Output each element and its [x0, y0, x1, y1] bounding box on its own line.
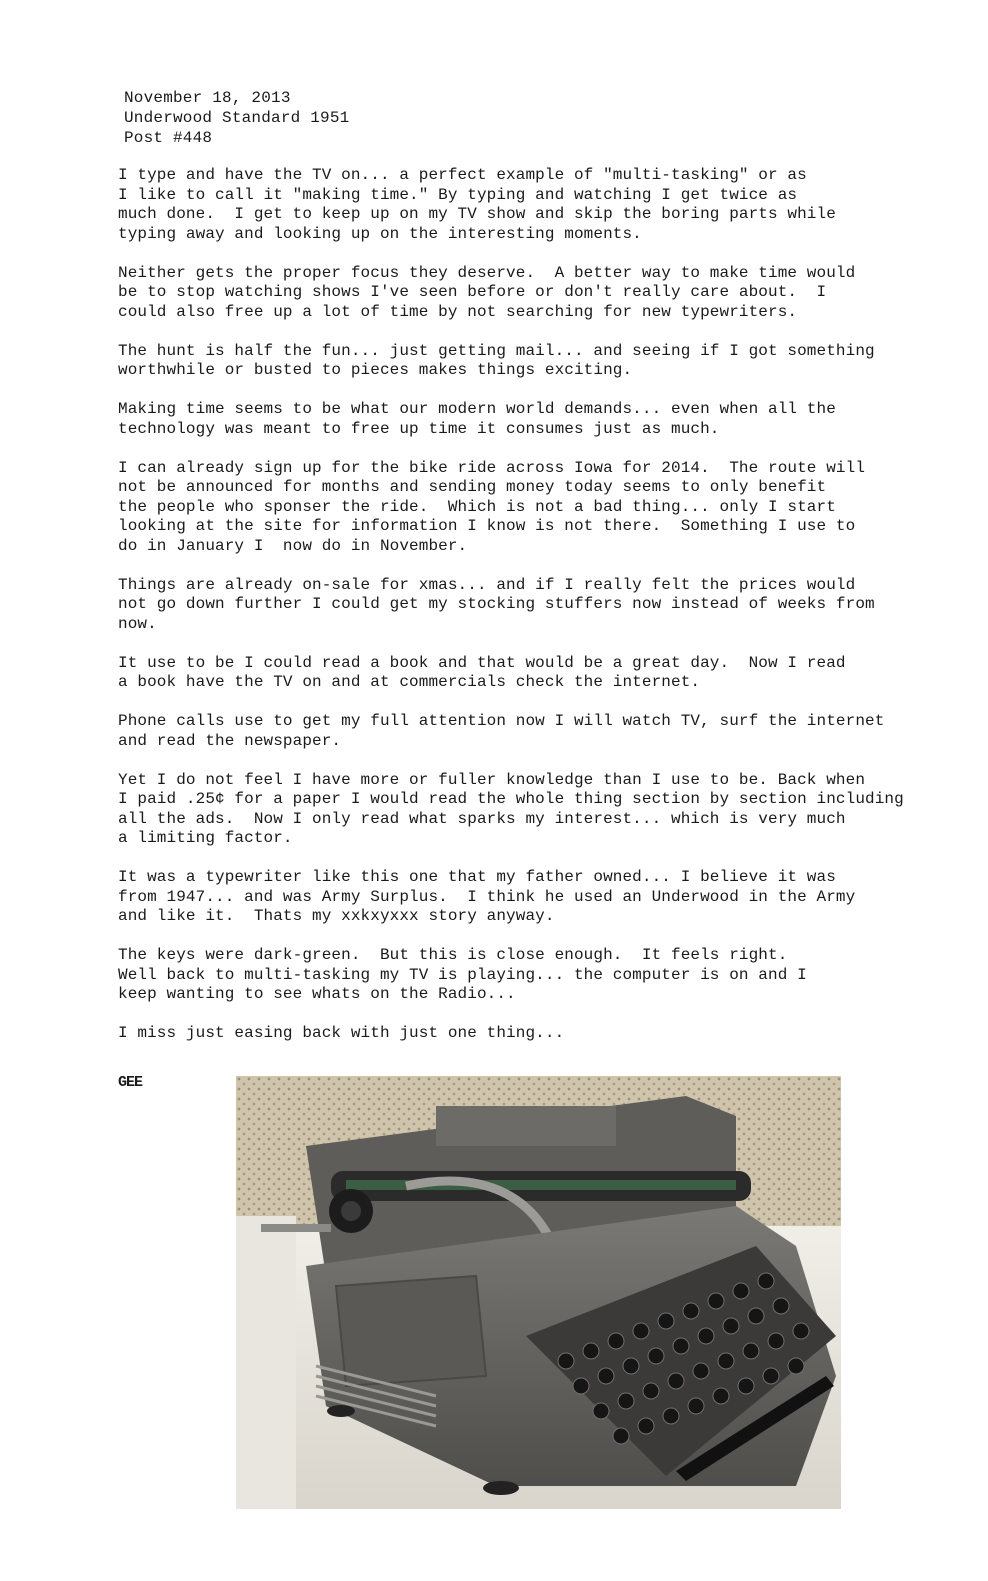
- letter-header: [124, 88, 349, 148]
- header-machine: Underwood Standard 1951: [124, 109, 350, 127]
- text-line: It was a typewriter like this one that my father owned... I believe it was: [118, 868, 836, 886]
- text-line: Yet I do not feel I have more or fuller knowledge than I use to be. Back when: [118, 770, 866, 789]
- text-line: technology was meant to free up time it consumes just as much.: [118, 419, 720, 438]
- text-line: from 1947... and was Army Surplus. I think he used an Underwood in the Army: [118, 887, 856, 906]
- text-line: not be announced for months and sending money today seems to only benefit: [118, 478, 827, 496]
- text-line: Making time seems to be what our modern world demands... even when all the: [118, 400, 836, 418]
- signature: GEE: [118, 1074, 143, 1091]
- text-line: the people who sponser the ride. Which is not a bad thing... only I start: [118, 497, 836, 516]
- text-line: The hunt is half the fun... just getting mail... and seeing if I got something: [118, 341, 875, 360]
- paragraph: [118, 166, 938, 244]
- paragraph: [118, 459, 938, 557]
- paragraph: [118, 264, 938, 323]
- paragraph: [118, 771, 938, 849]
- text-line: typing away and looking up on the interesting moments.: [118, 224, 642, 243]
- text-line: worthwhile or busted to pieces makes things exciting.: [118, 361, 633, 379]
- text-line: I paid .25¢ for a paper I would read the whole thing section by section including: [118, 790, 904, 808]
- paragraph: [118, 342, 938, 381]
- paragraph: [118, 654, 938, 693]
- text-line: and read the newspaper.: [118, 731, 342, 750]
- text-line: much done. I get to keep up on my TV show and skip the boring parts while: [118, 205, 836, 223]
- paragraph: [118, 1024, 938, 1044]
- text-line: not go down further I could get my stocking stuffers now instead of weeks from: [118, 595, 875, 613]
- paragraph: [118, 576, 938, 635]
- typewriter-photo: [236, 1076, 841, 1509]
- text-line: It use to be I could read a book and that would be a great day. Now I read: [118, 653, 846, 672]
- text-line: Neither gets the proper focus they deserve. A better way to make time would: [118, 263, 856, 282]
- text-line: Well back to multi-tasking my TV is playing... the computer is on and I: [118, 965, 807, 984]
- text-line: Phone calls use to get my full attention now I will watch TV, surf the internet: [118, 712, 885, 730]
- text-line: The keys were dark-green. But this is close enough. It feels right.: [118, 946, 788, 964]
- text-line: now.: [118, 614, 157, 633]
- header-post: Post #448: [124, 129, 213, 147]
- text-line: be to stop watching shows I've seen before or don't really care about. I: [118, 283, 827, 301]
- paragraph: [118, 712, 938, 751]
- paragraph: [118, 946, 938, 1005]
- text-line: a book have the TV on and at commercials check the internet.: [118, 673, 701, 691]
- text-line: keep wanting to see whats on the Radio...: [118, 985, 516, 1003]
- text-line: could also free up a lot of time by not searching for new typewriters.: [118, 302, 798, 321]
- text-line: Things are already on-sale for xmas... and if I really felt the prices would: [118, 575, 856, 594]
- text-line: and like it. Thats my xxkxyxxx story anyway.: [118, 907, 555, 925]
- header-date: November 18, 2013: [124, 89, 291, 107]
- text-line: all the ads. Now I only read what sparks my interest... which is very much: [118, 809, 846, 828]
- letter-body: [118, 166, 938, 1063]
- text-line: I like to call it "making time." By typing and watching I get twice as: [118, 185, 798, 204]
- text-line: I miss just easing back with just one thing...: [118, 1024, 565, 1042]
- text-line: I can already sign up for the bike ride across Iowa for 2014. The route will: [118, 458, 866, 477]
- text-line: a limiting factor.: [118, 829, 293, 847]
- paragraph: [118, 400, 938, 439]
- text-line: do in January I now do in November.: [118, 536, 468, 555]
- text-line: looking at the site for information I know is not there. Something I use to: [118, 517, 856, 535]
- paragraph: [118, 868, 938, 927]
- text-line: I type and have the TV on... a perfect example of "multi-tasking" or as: [118, 166, 807, 184]
- typewriter-illustration: [236, 1076, 841, 1509]
